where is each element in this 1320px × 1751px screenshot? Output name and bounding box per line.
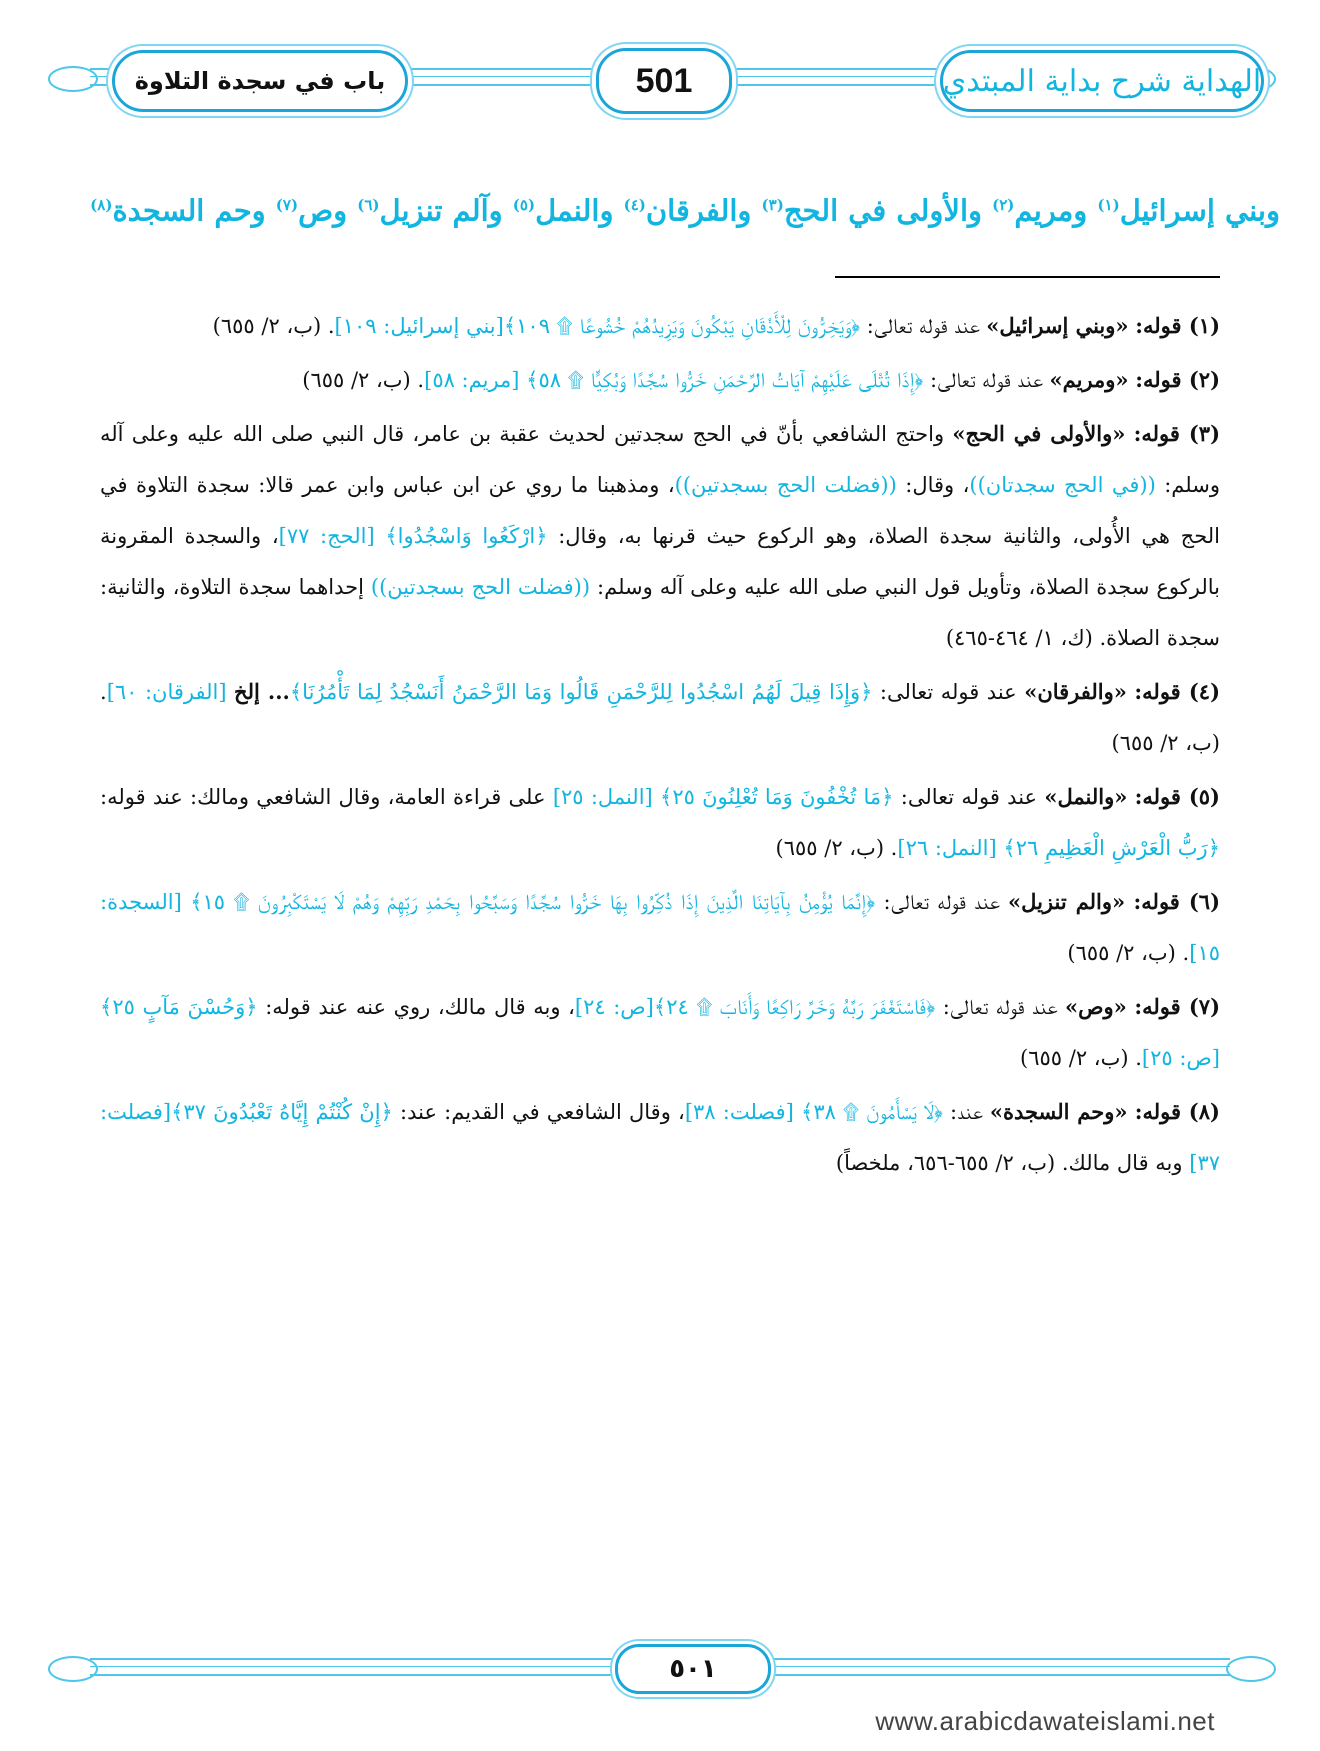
page-footer <box>40 1640 1280 1700</box>
footnote-text: عند قوله تعالى: <box>866 314 980 338</box>
footnote-text: على قراءة العامة، وقال الشافعي ومالك: عند قوله: <box>100 785 546 809</box>
footnote-3 <box>100 408 1220 664</box>
sajda-item: وبني إسرائيل <box>1119 193 1280 228</box>
footnote-number: (٥) قوله: <box>1134 784 1220 809</box>
verse-reference: [فصلت: ٣٧] <box>100 1100 1220 1175</box>
footnote-keyword: «وحم السجدة» <box>989 1099 1128 1124</box>
source-citation: . (ب، ٢/ ٦٥٥) <box>212 314 335 338</box>
sajda-item: وحم السجدة <box>112 193 266 228</box>
quran-verse: ﴿إِنَّمَا يُؤْمِنُ بِآيَاتِنَا الَّذِينَ إِذَا ذُكِّرُوا بِهَا خَرُّوا سُجَّدًا وَسَبَّحُوا بِحَمْدِ رَبِّهِمْ وَهُمْ لَا يَسْتَكْبِرُونَ ۩ ١٥﴾ <box>190 890 876 914</box>
verse-reference: [ص: ٢٥] <box>1141 1046 1220 1070</box>
footnote-text: ، والسجدة المقرونة بالركوع سجدة الصلاة، وتأويل قول النبي صلى الله عليه وعلى آله وسلم: <box>100 524 1220 599</box>
main-text-line <box>40 180 1280 236</box>
hadith-quote: ((فضلت الحج بسجدتين)) <box>370 575 591 599</box>
page-header <box>40 38 1280 118</box>
footnote-text: عند: <box>949 1100 983 1124</box>
series-title: الهداية شرح بداية المبتدي <box>942 63 1262 99</box>
footnote-number: (٣) قوله: <box>1133 421 1220 446</box>
verse-reference: [مريم: ٥٨] <box>424 368 520 392</box>
footnote-keyword: «والم تنزيل» <box>1008 889 1126 914</box>
quran-verse: ﴿لَا يَسْأَمُونَ ۩ ٣٨﴾ <box>801 1100 943 1124</box>
source-citation: . (ب، ٢/ ٦٥٥) <box>1020 1046 1142 1070</box>
hadith-quote: ((في الحج سجدتان)) <box>969 473 1156 497</box>
footnote-1 <box>100 300 1220 352</box>
footnote-4 <box>100 666 1220 769</box>
footnote-mark: (٣) <box>761 196 784 214</box>
source-citation: . (ب، ٢/ ٦٥٥) <box>1067 941 1190 965</box>
website-link[interactable]: www.arabicdawateislami.net <box>875 1706 1215 1736</box>
verse-reference: [ص: ٢٤] <box>574 995 654 1019</box>
quran-verse: ﴿رَبُّ الْعَرْشِ الْعَظِيمِ ٢٦﴾ <box>1003 836 1220 860</box>
hadith-quote: ((فضلت الحج بسجدتين)) <box>674 473 897 497</box>
footer-ornament-left <box>48 1656 98 1682</box>
footnote-text: ، وقال الشافعي في القديم: عند: <box>400 1100 685 1124</box>
source-citation: . (ب، ٢/ ٦٥٥) <box>100 680 1220 755</box>
footnote-mark: (٢) <box>992 196 1015 214</box>
footnote-keyword: «وبني إسرائيل» <box>986 313 1129 338</box>
quran-verse: ﴿إِنْ كُنْتُمْ إِيَّاهُ تَعْبُدُونَ ٣٧﴾ <box>171 1100 393 1124</box>
footnote-text: إحداهما سجدة التلاوة، والثانية: سجدة الصلاة. (ك، ١/ ٤٦٤-٤٦٥) <box>100 575 1220 650</box>
footnote-5 <box>100 771 1220 874</box>
footnote-mark: (٥) <box>512 196 536 214</box>
sajda-item: والفرقان <box>645 193 752 228</box>
quran-verse: ﴿إِذَا تُتْلَى عَلَيْهِمْ آيَاتُ الرَّحْمَنِ خَرُّوا سُجَّدًا وَبُكِيًّا ۩ ٥٨﴾ <box>526 368 924 392</box>
chapter-title-frame <box>112 50 408 112</box>
quran-verse: ﴿وَإِذَا قِيلَ لَهُمُ اسْجُدُوا لِلرَّحْمَنِ قَالُوا وَمَا الرَّحْمَنُ أَنَسْجُدُ لِمَا تَأْمُرُنَا﴾ <box>289 680 873 704</box>
footnote-keyword: «والأولى في الحج» <box>952 421 1126 446</box>
verse-reference: [بني إسرائيل: ١٠٩] <box>334 314 504 338</box>
footnote-keyword: «والنمل» <box>1044 784 1128 809</box>
footnote-text: ... إلخ <box>234 679 290 704</box>
footnote-mark: (٧) <box>275 196 299 214</box>
footnote-mark: (١) <box>1097 196 1120 214</box>
chapter-title: باب في سجدة التلاوة <box>134 67 386 95</box>
verse-reference: [فصلت: ٣٨] <box>684 1100 794 1124</box>
verse-reference: [النمل: ٢٦] <box>897 836 997 860</box>
page-number: 501 <box>635 61 693 100</box>
footer-page-number-frame <box>615 1644 771 1694</box>
footnote-2 <box>100 354 1220 406</box>
footnote-separator <box>835 276 1220 278</box>
footnote-number: (٦) قوله: <box>1133 889 1220 914</box>
footnote-text: عند قوله تعالى: <box>883 890 1000 914</box>
footnote-text: واحتج الشافعي بأنّ في الحج سجدتين لحديث عقبة بن عامر، قال النبي صلى الله عليه وعلى آله وسلم: <box>100 422 1220 497</box>
quran-verse: ﴿فَاسْتَغْفَرَ رَبَّهُ وَخَرَّ رَاكِعًا وَأَنَابَ ۩ ٢٤﴾ <box>653 995 936 1019</box>
footnote-keyword: «وص» <box>1064 994 1127 1019</box>
footnote-keyword: «والفرقان» <box>1024 679 1127 704</box>
quran-verse: ﴿ارْكَعُوا وَاسْجُدُوا﴾ <box>385 524 548 548</box>
footnote-text: عند قوله تعالى: <box>879 680 1017 704</box>
verse-reference: [النمل: ٢٥] <box>552 785 653 809</box>
header-ornament-left <box>48 66 98 92</box>
sajda-item: والنمل <box>535 193 614 228</box>
source-citation: وبه قال مالك. (ب، ٢/ ٦٥٥-٦٥٦، ملخصاً) <box>835 1151 1183 1175</box>
footnotes <box>100 300 1220 1191</box>
footnote-number: (٧) قوله: <box>1134 994 1221 1019</box>
page-number-frame <box>596 48 732 114</box>
footnote-text: ، وقال: <box>905 473 970 497</box>
footer-page-number: ٥٠١ <box>669 1654 717 1684</box>
footnote-mark: (٤) <box>623 196 646 214</box>
series-title-frame <box>940 50 1264 112</box>
quran-verse: ﴿وَيَخِرُّونَ لِلْأَذْقَانِ يَبْكُونَ وَيَزِيدُهُمْ خُشُوعًا ۩ ١٠٩﴾ <box>503 314 861 338</box>
footnote-text: عند قوله تعالى: <box>900 785 1038 809</box>
source-citation: . (ب، ٢/ ٦٥٥) <box>302 368 425 392</box>
footnote-number: (١) قوله: <box>1135 313 1220 338</box>
footnote-7 <box>100 981 1220 1084</box>
footnote-mark: (٨) <box>90 196 113 214</box>
sajda-item: والأولى في الحج <box>783 193 982 228</box>
quran-verse: ﴿وَحُسْنَ مَآبٍ ٢٥﴾ <box>100 995 258 1019</box>
footer-ornament-right <box>1226 1656 1276 1682</box>
sajda-item: ومريم <box>1014 193 1088 228</box>
footnote-mark: (٦) <box>357 196 380 214</box>
footnote-number: (٢) قوله: <box>1135 367 1220 392</box>
verse-reference: [الحج: ٧٧] <box>278 524 375 548</box>
footnote-text: ، وبه قال مالك، روي عنه عند قوله: <box>265 995 575 1019</box>
footnote-6 <box>100 876 1220 979</box>
footnote-number: (٤) قوله: <box>1134 679 1220 704</box>
footnote-number: (٨) قوله: <box>1134 1099 1220 1124</box>
footnote-keyword: «ومريم» <box>1049 367 1129 392</box>
footnote-8 <box>100 1086 1220 1189</box>
sajda-item: وص <box>298 193 348 228</box>
verse-reference: [السجدة: ١٥] <box>100 890 1220 965</box>
source-citation: . (ب، ٢/ ٦٥٥) <box>775 836 898 860</box>
footnote-text: ، ومذهبنا ما روي عن ابن عباس وابن عمر قالا: سجدة التلاوة في الحج هي الأُولى، والثانية سجدة الصلاة، وهو الركوع حيث قرنها به، وقال: <box>100 473 1220 548</box>
quran-verse: ﴿مَا تُخْفُونَ وَمَا تُعْلِنُونَ ٢٥﴾ <box>660 785 894 809</box>
sajda-item: وآلم تنزيل <box>379 193 503 228</box>
footnote-text: عند قوله تعالى: <box>942 995 1058 1019</box>
verse-reference: [الفرقان: ٦٠] <box>106 680 227 704</box>
footnote-text: عند قوله تعالى: <box>930 368 1043 392</box>
